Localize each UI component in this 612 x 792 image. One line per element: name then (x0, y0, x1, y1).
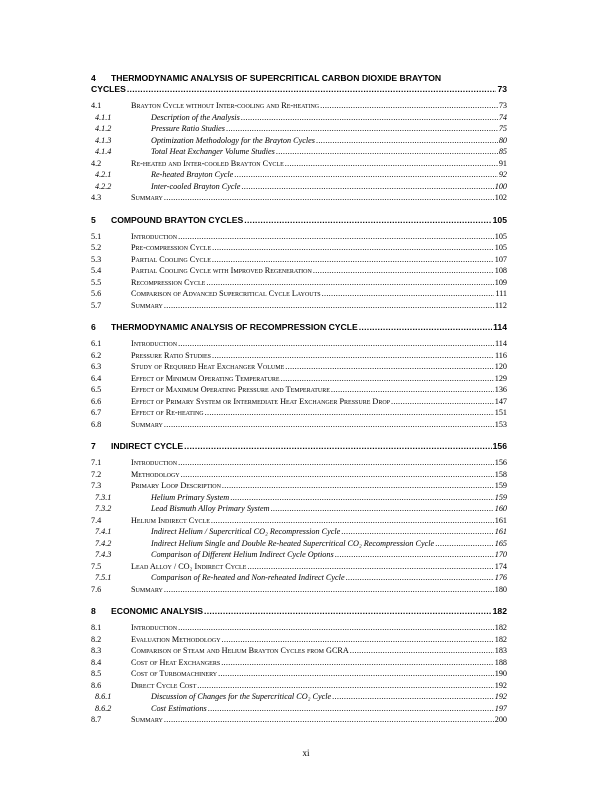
section-entry[interactable] (91, 658, 507, 670)
subsection-entry[interactable] (91, 113, 507, 125)
entry-page-number: 114 (495, 339, 507, 348)
dot-leader (204, 606, 492, 617)
section-title: Partial Cooling Cycle with Improved Regeneration (131, 266, 312, 275)
subsection-number: 8.6.1 (95, 692, 112, 701)
entry-page-number: 180 (494, 584, 507, 594)
dot-leader (331, 385, 494, 394)
section-number: 8.2 (91, 634, 102, 644)
dot-leader (211, 516, 494, 525)
section-entry[interactable] (91, 159, 507, 171)
section-title: Effect of Primary System or Intermediate Heat Exchanger Pressure Drop (131, 396, 390, 406)
section-number: 7.5 (91, 561, 102, 571)
subsection-title: Description of the Analysis (151, 112, 240, 122)
section-title: Brayton Cycle without Inter-cooling and Re-heating (131, 101, 320, 110)
section-entry[interactable] (91, 562, 507, 574)
chapter-heading[interactable] (91, 606, 507, 617)
subsection-entry[interactable] (91, 550, 507, 562)
subsection-entry[interactable] (91, 170, 507, 182)
section-number: 4.2 (91, 158, 102, 168)
subsection-entry[interactable] (91, 147, 507, 159)
section-title: Pre-compression Cycle (131, 243, 212, 252)
section-title: Re-heated and Inter-cooled Brayton Cycle (131, 158, 284, 168)
subsection-entry[interactable] (91, 692, 507, 704)
subsection-number: 4.2.1 (95, 170, 112, 179)
subsection-number: 8.6.2 (95, 703, 112, 713)
entry-page-number: 165 (494, 538, 507, 548)
section-entry[interactable] (91, 301, 507, 313)
dot-leader (271, 504, 494, 513)
subsection-title: Discussion of Changes for the Supercritical CO₂ Cycle (151, 692, 332, 701)
entry-page-number: 112 (495, 300, 507, 310)
chapter-heading[interactable] (91, 441, 507, 452)
dot-leader (178, 458, 494, 467)
entry-page-number: 197 (494, 703, 507, 713)
entry-page-number: 160 (494, 504, 507, 513)
entry-page-number: 105 (494, 243, 507, 252)
chapter-title: THERMODYNAMIC ANALYSIS OF RECOMPRESSION CYCLE (111, 322, 358, 332)
table-of-contents (91, 73, 507, 727)
section-title: Comparison of Steam and Helium Brayton Cycles from GCRA (131, 646, 349, 655)
entry-page-number: 170 (494, 550, 507, 559)
subsection-entry[interactable] (91, 504, 507, 516)
section-title: Cost of Heat Exchangers (131, 657, 221, 667)
subsection-title: Comparison of Different Helium Indirect Cycle Options (151, 550, 334, 559)
section-title: Direct Cycle Cost (131, 680, 197, 690)
section-number: 5.1 (91, 231, 102, 241)
dot-leader (435, 539, 494, 548)
dot-leader (241, 113, 498, 122)
section-number: 6.8 (91, 419, 102, 429)
section-title: Recompression Cycle (131, 277, 206, 287)
section-entry[interactable] (91, 289, 507, 301)
section-title: Comparison of Advanced Supercritical Cycle Layouts (131, 289, 321, 298)
subsection-title: Helium Primary System (151, 492, 230, 502)
chapter-heading-line (91, 322, 507, 333)
section-entry[interactable] (91, 470, 507, 482)
section-number: 7.3 (91, 481, 102, 490)
section-entry[interactable] (91, 646, 507, 658)
section-number: 7.2 (91, 469, 102, 479)
entry-page-number: 105 (494, 231, 507, 241)
dot-leader (184, 441, 492, 452)
page-number: xi (302, 748, 310, 758)
dot-leader (322, 289, 495, 298)
subsection-title: Total Heat Exchanger Volume Studies (151, 147, 275, 156)
dot-leader (221, 658, 494, 667)
section-title: Introduction (131, 231, 178, 241)
dot-leader (285, 159, 498, 168)
dot-leader (208, 704, 494, 713)
dot-leader (205, 408, 494, 417)
section-entry[interactable] (91, 374, 507, 386)
chapter-gap (91, 312, 507, 322)
section-number: 4.1 (91, 101, 102, 110)
section-number: 5.6 (91, 289, 102, 298)
dot-leader (218, 669, 494, 678)
entry-page-number: 92 (498, 170, 507, 179)
dot-leader (346, 573, 494, 582)
chapter-number: 5 (91, 214, 96, 225)
subsection-entry[interactable] (91, 182, 507, 194)
subsection-title: Pressure Ratio Studies (151, 124, 225, 133)
section-number: 7.1 (91, 458, 102, 467)
entry-page-number: 91 (498, 158, 507, 168)
subsection-number: 4.1.4 (95, 147, 112, 156)
section-entry[interactable] (91, 351, 507, 363)
chapter-heading-line (91, 84, 507, 95)
dot-leader (127, 84, 497, 95)
section-entry[interactable] (91, 669, 507, 681)
entry-page-number: 147 (494, 396, 507, 406)
entry-page-number: 161 (494, 515, 507, 525)
dot-leader (178, 339, 494, 348)
section-title: Evaluation Methodology (131, 634, 221, 644)
chapter-title: INDIRECT CYCLE (111, 441, 184, 451)
chapter-page-number: 182 (492, 606, 507, 616)
chapter-gap (91, 431, 507, 441)
section-number: 6.3 (91, 362, 102, 371)
section-title: Introduction (131, 623, 178, 632)
subsection-number: 4.1.3 (95, 135, 112, 145)
dot-leader (178, 623, 494, 632)
entry-page-number: 107 (494, 254, 507, 264)
section-entry[interactable] (91, 101, 507, 113)
section-entry[interactable] (91, 243, 507, 255)
section-title: Methodology (131, 469, 180, 479)
subsection-entry[interactable] (91, 704, 507, 716)
dot-leader (234, 170, 498, 179)
subsection-title: Indirect Helium / Supercritical CO₂ Recompression Cycle (151, 527, 341, 536)
dot-leader (359, 322, 492, 333)
section-title: Primary Loop Description (131, 481, 221, 490)
dot-leader (316, 136, 498, 145)
entry-page-number: 159 (494, 492, 507, 502)
entry-page-number: 174 (494, 561, 507, 571)
dot-leader (285, 362, 493, 371)
chapter-page-number: 105 (492, 214, 507, 225)
section-title: Effect of Minimum Operating Temperature (131, 373, 280, 383)
subsection-entry[interactable] (91, 527, 507, 539)
section-number: 8.3 (91, 646, 102, 655)
section-number: 8.1 (91, 623, 102, 632)
section-title: Cost of Turbomachinery (131, 669, 218, 678)
chapter-number: 8 (91, 606, 96, 616)
chapter-heading[interactable] (91, 322, 507, 333)
section-entry[interactable] (91, 715, 507, 727)
entry-page-number: 192 (494, 692, 507, 701)
chapter-heading[interactable] (91, 73, 507, 95)
dot-leader (230, 493, 493, 502)
dot-leader (281, 374, 494, 383)
subsection-title: Re-heated Brayton Cycle (151, 170, 234, 179)
section-entry[interactable] (91, 278, 507, 290)
section-title: Helium Indirect Cycle (131, 515, 210, 525)
entry-page-number: 102 (494, 193, 507, 202)
entry-page-number: 192 (494, 680, 507, 690)
subsection-number: 4.1.2 (95, 124, 112, 133)
section-number: 5.2 (91, 243, 102, 252)
entry-page-number: 190 (494, 669, 507, 678)
dot-leader (178, 232, 494, 241)
chapter-number: 4 (91, 73, 96, 83)
dot-leader (320, 101, 498, 110)
dot-leader (226, 124, 498, 133)
subsection-number: 7.4.2 (95, 538, 112, 548)
entry-page-number: 158 (494, 469, 507, 479)
dot-leader (164, 585, 494, 594)
chapter-page-number: 114 (493, 322, 507, 332)
entry-page-number: 200 (494, 715, 507, 724)
chapter-heading-line (91, 73, 507, 84)
dot-leader (212, 243, 494, 252)
section-title: Summary (131, 715, 163, 724)
section-title: Summary (131, 193, 163, 202)
section-entry[interactable] (91, 420, 507, 432)
dot-leader (212, 351, 494, 360)
section-number: 6.4 (91, 373, 102, 383)
entry-page-number: 153 (494, 419, 507, 429)
section-number: 6.6 (91, 396, 102, 406)
subsection-entry[interactable] (91, 136, 507, 148)
dot-leader (244, 215, 491, 226)
section-number: 5.5 (91, 277, 102, 287)
section-number: 4.3 (91, 193, 102, 202)
subsection-entry[interactable] (91, 124, 507, 136)
section-number: 7.4 (91, 515, 102, 525)
entry-page-number: 85 (498, 147, 507, 156)
entry-page-number: 176 (494, 573, 507, 582)
subsection-number: 7.4.1 (95, 527, 112, 536)
chapter-title-continued: CYCLES (91, 84, 126, 94)
entry-page-number: 136 (494, 385, 507, 394)
chapter-heading[interactable] (91, 215, 507, 226)
section-number: 8.4 (91, 657, 102, 667)
chapter-gap (91, 596, 507, 606)
section-number: 8.6 (91, 680, 102, 690)
chapter-heading-line (91, 606, 507, 617)
subsection-number: 4.2.2 (95, 181, 112, 191)
entry-page-number: 111 (495, 289, 507, 298)
subsection-title: Indirect Helium Single and Double Re-heated Supercritical CO₂ Recompression Cycle (151, 538, 435, 548)
dot-leader (206, 278, 493, 287)
chapter-title: COMPOUND BRAYTON CYCLES (111, 214, 244, 225)
dot-leader (164, 715, 494, 724)
dot-leader (391, 397, 494, 406)
dot-leader (241, 182, 493, 191)
dot-leader (222, 481, 494, 490)
section-title: Introduction (131, 339, 178, 348)
subsection-number: 7.4.3 (95, 550, 112, 559)
entry-page-number: 73 (498, 101, 507, 110)
section-entry[interactable] (91, 481, 507, 493)
section-title: Study of Required Heat Exchanger Volume (131, 362, 285, 371)
subsection-title: Comparison of Re-heated and Non-reheated Indirect Cycle (151, 573, 345, 582)
dot-leader (181, 470, 494, 479)
section-title: Summary (131, 584, 163, 594)
section-number: 5.7 (91, 300, 102, 310)
section-entry[interactable] (91, 585, 507, 597)
section-entry[interactable] (91, 339, 507, 351)
dot-leader (164, 193, 494, 202)
subsection-entry[interactable] (91, 573, 507, 585)
section-entry[interactable] (91, 232, 507, 244)
dot-leader (247, 562, 493, 571)
section-entry[interactable] (91, 635, 507, 647)
section-number: 8.7 (91, 715, 102, 724)
section-entry[interactable] (91, 362, 507, 374)
section-number: 6.2 (91, 350, 102, 360)
section-title: Introduction (131, 458, 178, 467)
subsection-entry[interactable] (91, 493, 507, 505)
entry-page-number: 74 (498, 112, 507, 122)
section-number: 5.3 (91, 254, 102, 264)
section-entry[interactable] (91, 193, 507, 205)
section-entry[interactable] (91, 266, 507, 278)
entry-page-number: 75 (498, 124, 507, 133)
chapter-title: THERMODYNAMIC ANALYSIS OF SUPERCRITICAL CARBON DIOXIDE BRAYTON (111, 73, 442, 83)
entry-page-number: 151 (494, 408, 507, 417)
entry-page-number: 116 (495, 350, 507, 360)
section-title: Summary (131, 300, 163, 310)
subsection-title: Optimization Methodology for the Brayton Cycles (151, 135, 315, 145)
section-entry[interactable] (91, 385, 507, 397)
subsection-number: 7.3.2 (95, 504, 112, 513)
dot-leader (164, 420, 494, 429)
chapter-heading-line (91, 215, 507, 226)
dot-leader (164, 301, 494, 310)
section-title: Pressure Ratio Studies (131, 350, 211, 360)
section-number: 8.5 (91, 669, 102, 678)
dot-leader (335, 550, 494, 559)
entry-page-number: 108 (494, 266, 507, 275)
dot-leader (341, 527, 493, 536)
section-number: 7.6 (91, 584, 102, 594)
dot-leader (212, 255, 494, 264)
entry-page-number: 183 (494, 646, 507, 655)
subsection-number: 4.1.1 (95, 112, 112, 122)
section-title: Effect of Re-heating (131, 408, 204, 417)
dot-leader (313, 266, 494, 275)
section-number: 6.7 (91, 408, 102, 417)
dot-leader (350, 646, 494, 655)
entry-page-number: 129 (494, 373, 507, 383)
dot-leader (222, 635, 494, 644)
chapter-title: ECONOMIC ANALYSIS (111, 606, 203, 616)
section-number: 6.1 (91, 339, 102, 348)
entry-page-number: 80 (498, 135, 507, 145)
section-entry[interactable] (91, 408, 507, 420)
subsection-title: Inter-cooled Brayton Cycle (151, 181, 241, 191)
entry-page-number: 156 (494, 458, 507, 467)
section-title: Effect of Maximum Operating Pressure and Temperature (131, 385, 330, 394)
subsection-title: Cost Estimations (151, 703, 207, 713)
entry-page-number: 120 (494, 362, 507, 371)
chapter-page-number: 73 (497, 84, 507, 94)
entry-page-number: 188 (494, 657, 507, 667)
section-entry[interactable] (91, 681, 507, 693)
section-entry[interactable] (91, 397, 507, 409)
dot-leader (197, 681, 493, 690)
subsection-number: 7.3.1 (95, 492, 112, 502)
section-title: Summary (131, 419, 163, 429)
section-number: 6.5 (91, 385, 102, 394)
chapter-number: 7 (91, 441, 96, 451)
entry-page-number: 159 (494, 481, 507, 490)
chapter-page-number: 156 (492, 441, 507, 451)
subsection-title: Lead Bismuth Alloy Primary System (151, 504, 270, 513)
section-entry[interactable] (91, 623, 507, 635)
chapter-heading-line (91, 441, 507, 452)
section-number: 5.4 (91, 266, 102, 275)
subsection-entry[interactable] (91, 539, 507, 551)
section-title: Lead Alloy / CO₂ Indirect Cycle (131, 561, 247, 571)
chapter-number: 6 (91, 322, 96, 332)
section-entry[interactable] (91, 255, 507, 267)
section-title: Partial Cooling Cycle (131, 254, 211, 264)
dot-leader (276, 147, 498, 156)
chapter-gap (91, 205, 507, 215)
entry-page-number: 182 (494, 623, 507, 632)
entry-page-number: 161 (494, 527, 507, 536)
section-entry[interactable] (91, 516, 507, 528)
entry-page-number: 109 (494, 277, 507, 287)
entry-page-number: 182 (494, 634, 507, 644)
entry-page-number: 100 (494, 181, 507, 191)
section-entry[interactable] (91, 458, 507, 470)
subsection-number: 7.5.1 (95, 573, 112, 582)
dot-leader (332, 692, 494, 701)
